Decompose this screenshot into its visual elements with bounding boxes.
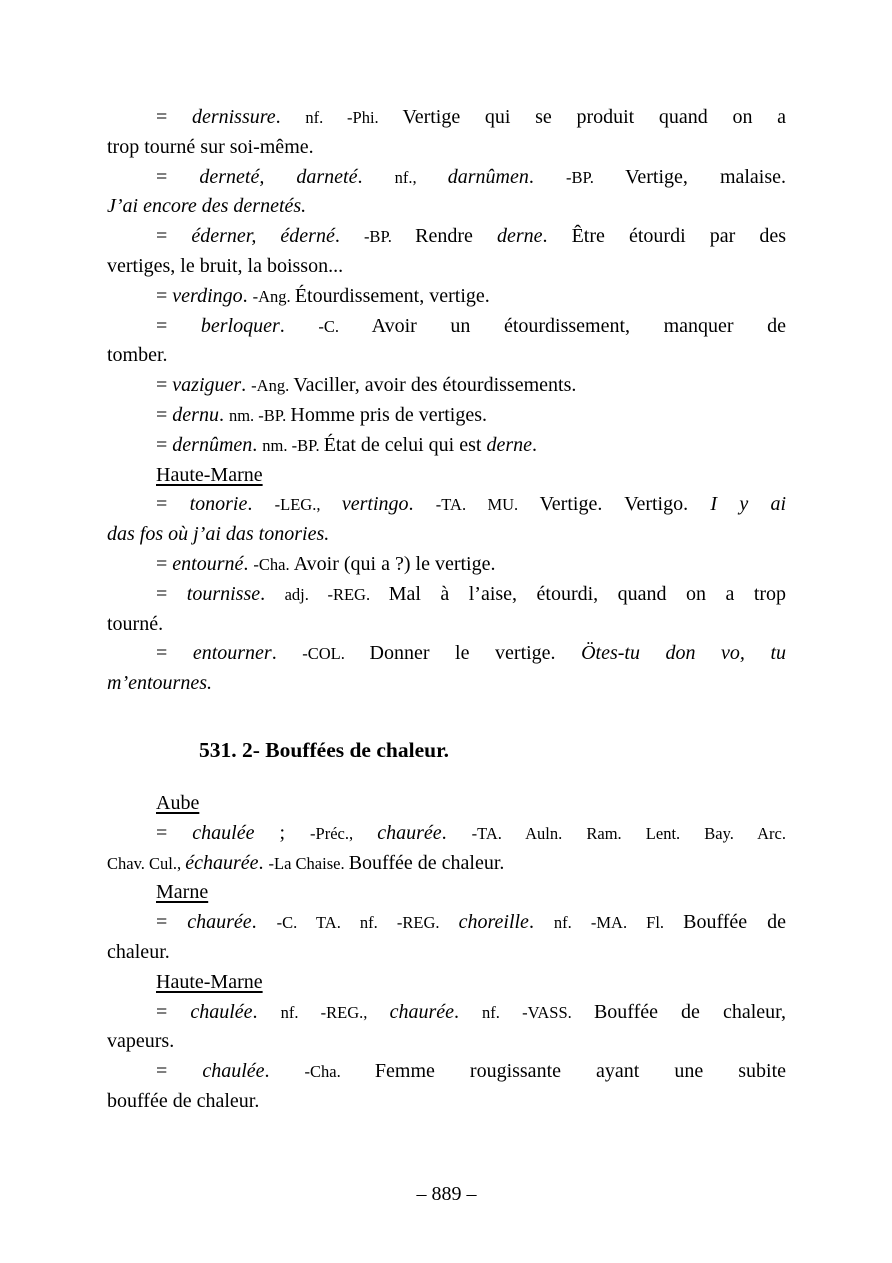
definition-text: Rendre [415, 225, 497, 248]
text-line [107, 998, 786, 1028]
definition-text: . [275, 106, 306, 128]
page-number: – 889 – [416, 1183, 477, 1205]
definition-text: . [271, 642, 303, 665]
definition-text: État de celui qui est [323, 433, 487, 456]
abbreviation: -LEG., [274, 495, 342, 515]
abbreviation: -Cha. [253, 554, 294, 574]
entry-paragraph [107, 998, 786, 1058]
text-line [107, 490, 786, 520]
abbreviation: nf. -VASS. [482, 1002, 594, 1022]
dialect-word: chaulée [190, 1000, 253, 1023]
definition-text: . [528, 165, 566, 188]
definition-text: = [156, 165, 200, 188]
dialect-word: verdingo [172, 284, 243, 307]
definition-text: bouffée de chaleur. [107, 1089, 260, 1112]
definition-text: = [156, 284, 173, 307]
abbreviation: nf. -REG., [280, 1002, 390, 1022]
definition-text: = [156, 403, 173, 426]
text-line [107, 580, 786, 610]
region-heading [156, 789, 786, 819]
abbreviation: -BP. [565, 167, 626, 187]
definition-text: . [531, 433, 537, 456]
text-line [107, 192, 786, 222]
example-phrase: m’entournes. [107, 672, 212, 695]
example-phrase: Ötes-tu don vo, tu [581, 642, 787, 665]
definition-text: . [453, 1000, 483, 1023]
abbreviation: -C. [318, 316, 372, 336]
entry-paragraph [107, 550, 786, 580]
definition-text: tourné. [107, 612, 164, 635]
definition-text: = [156, 911, 188, 934]
abbreviation: -COL. [302, 644, 370, 664]
definition-text: = [156, 374, 173, 397]
dialect-word: tournisse [186, 582, 261, 605]
abbreviation: nf. -MA. Fl. [553, 913, 684, 933]
definition-text: = [156, 1060, 203, 1083]
text-line [107, 908, 786, 938]
abbreviation: nf. -Phi. [305, 108, 403, 127]
text-line [107, 431, 786, 461]
dialect-word: berloquer [200, 314, 280, 337]
dialect-word: entourné [172, 552, 244, 575]
definition-text: = [156, 642, 193, 665]
definition-text: Vertige qui se produit quand on a [402, 106, 787, 128]
region-heading-label: Marne [156, 881, 209, 904]
abbreviation: -Préc., [310, 823, 378, 843]
definition-text: . [247, 493, 275, 516]
dialect-word: éderner, éderné [191, 225, 335, 248]
definition-text: Bouffée de chaleur, [593, 1000, 787, 1023]
entry-paragraph [107, 908, 786, 968]
abbreviation: nm. -BP. [262, 435, 324, 455]
example-phrase: I y ai [710, 493, 787, 516]
text-line [107, 1027, 786, 1057]
dialect-word: derneté, darneté [199, 165, 358, 188]
entry-paragraph [107, 401, 786, 431]
definition-text: . [441, 821, 472, 844]
definition-text: . [251, 911, 277, 934]
text-line [107, 312, 786, 342]
entry-paragraph [107, 103, 786, 163]
abbreviation: Chav. Cul., [107, 853, 186, 873]
text-line [107, 252, 786, 282]
text-line [107, 371, 786, 401]
text-line [107, 163, 786, 193]
definition-text: Mal à l’aise, étourdi, quand on a trop [388, 582, 787, 605]
definition-text: vapeurs. [107, 1030, 175, 1053]
abbreviation: -Ang. [251, 376, 294, 396]
definition-text: . [218, 403, 229, 426]
entry-paragraph [107, 1057, 786, 1117]
entry-paragraph [107, 580, 786, 640]
dialect-word: chaulée [202, 1060, 265, 1083]
abbreviation: -Cha. [304, 1062, 375, 1082]
definition-text: Femme rougissante ayant une subite [374, 1060, 787, 1083]
example-phrase: J’ai encore des dernetés. [107, 195, 307, 218]
definition-text: Avoir un étourdissement, manquer de [371, 314, 787, 337]
definition-text: = [156, 314, 201, 337]
definition-text: = [156, 225, 192, 248]
definition-text: Vertige, malaise. [625, 165, 787, 188]
definition-text: . [258, 851, 269, 874]
text-line [107, 103, 786, 133]
definition-text: Bouffée de chaleur. [348, 851, 505, 874]
text-line [107, 341, 786, 371]
dialect-word: dernissure [191, 106, 276, 128]
dialect-word: darnûmen [447, 165, 529, 188]
dialect-word: vaziguer [172, 374, 242, 397]
dialect-word: chaurée [389, 1000, 454, 1023]
dialect-word: derne [486, 433, 532, 456]
entry-paragraph [107, 639, 786, 699]
definition-text: . Être étourdi par des [542, 225, 786, 248]
definition-text: . [252, 1000, 281, 1023]
definition-text: . [334, 225, 364, 248]
definition-text: = [156, 106, 192, 128]
definition-text: Homme pris de vertiges. [290, 403, 488, 426]
definition-text: . [279, 314, 319, 337]
definition-text: tomber. [107, 344, 168, 367]
definition-text: Avoir (qui a ?) le vertige. [293, 552, 496, 575]
dialect-word: chaulée [192, 821, 255, 844]
definition-text: = [156, 552, 173, 575]
entry-paragraph [107, 282, 786, 312]
abbreviation: -La Chaise. [268, 853, 349, 873]
definition-text: . [243, 552, 254, 575]
abbreviation: adj. -REG. [284, 584, 389, 604]
definition-text: . [241, 374, 252, 397]
definition-text: Vaciller, avoir des étourdissements. [293, 374, 577, 397]
entry-paragraph [107, 163, 786, 223]
text-line [107, 639, 786, 669]
definition-text: . [260, 582, 285, 605]
text-line [107, 849, 786, 879]
region-heading-label: Haute-Marne [156, 970, 263, 993]
abbreviation: nm. -BP. [228, 405, 291, 425]
definition-text: trop tourné sur soi-même. [107, 135, 314, 158]
dialect-word: derne [496, 225, 543, 248]
abbreviation: nf., [394, 167, 448, 187]
region-heading-label: Haute-Marne [156, 463, 263, 486]
definition-text: . [408, 493, 436, 516]
definition-text: . [264, 1060, 305, 1083]
definition-text: . [252, 433, 263, 456]
definition-text: Donner le vertige. [369, 642, 582, 665]
section-heading: 531. 2- Bouffées de chaleur. [199, 737, 450, 762]
definition-text: Étourdissement, vertige. [294, 284, 490, 307]
entry-paragraph [107, 819, 786, 879]
dialect-word: chaurée [187, 911, 252, 934]
text-line [107, 550, 786, 580]
text-line [107, 1057, 786, 1087]
abbreviation: -Ang. [252, 286, 295, 306]
definition-text: Bouffée de [683, 911, 787, 934]
dialect-word: entourner [192, 642, 272, 665]
definition-text: ; [254, 821, 311, 844]
abbreviation: -TA. Auln. Ram. Lent. Bay. Arc. [471, 823, 786, 843]
dialect-word: chaurée [377, 821, 442, 844]
definition-text: chaleur. [107, 940, 170, 963]
text-line [107, 282, 786, 312]
text-line [107, 819, 786, 849]
definition-text: = [156, 433, 173, 456]
text-line [107, 938, 786, 968]
text-line [107, 133, 786, 163]
text-line [107, 222, 786, 252]
text-line [107, 401, 786, 431]
text-line [107, 610, 786, 640]
definition-text: Vertige. Vertigo. [539, 493, 711, 516]
abbreviation: -C. TA. nf. -REG. [276, 913, 459, 933]
dialect-word: échaurée [185, 851, 259, 874]
text-line [107, 1087, 786, 1117]
region-heading-label: Aube [156, 791, 200, 814]
definition-text: . [357, 165, 395, 188]
entry-paragraph [107, 371, 786, 401]
dialect-word: choreille [458, 911, 529, 934]
definition-text: = [156, 821, 193, 844]
text-line [107, 520, 786, 550]
dialect-word: vertingo [341, 493, 409, 516]
dialect-word: dernûmen [172, 433, 253, 456]
dialect-word: tonorie [189, 493, 248, 516]
region-heading [156, 461, 786, 491]
definition-text: . [242, 284, 253, 307]
text-column [107, 103, 786, 1117]
definition-text: . [528, 911, 554, 934]
entry-paragraph [107, 222, 786, 282]
example-phrase: das fos où j’ai das tonories. [107, 523, 330, 546]
region-heading [156, 878, 786, 908]
definition-text: = [156, 582, 187, 605]
text-line [107, 669, 786, 699]
definition-text: = [156, 493, 190, 516]
definition-text: vertiges, le bruit, la boisson... [107, 254, 344, 277]
definition-text: = [156, 1000, 191, 1023]
page-footer [107, 1183, 786, 1206]
region-heading [156, 968, 786, 998]
entry-paragraph [107, 431, 786, 461]
abbreviation: -TA. MU. [435, 495, 540, 515]
entry-paragraph [107, 490, 786, 550]
abbreviation: -BP. [363, 227, 416, 247]
dialect-word: dernu [172, 403, 219, 426]
entry-paragraph [107, 312, 786, 372]
